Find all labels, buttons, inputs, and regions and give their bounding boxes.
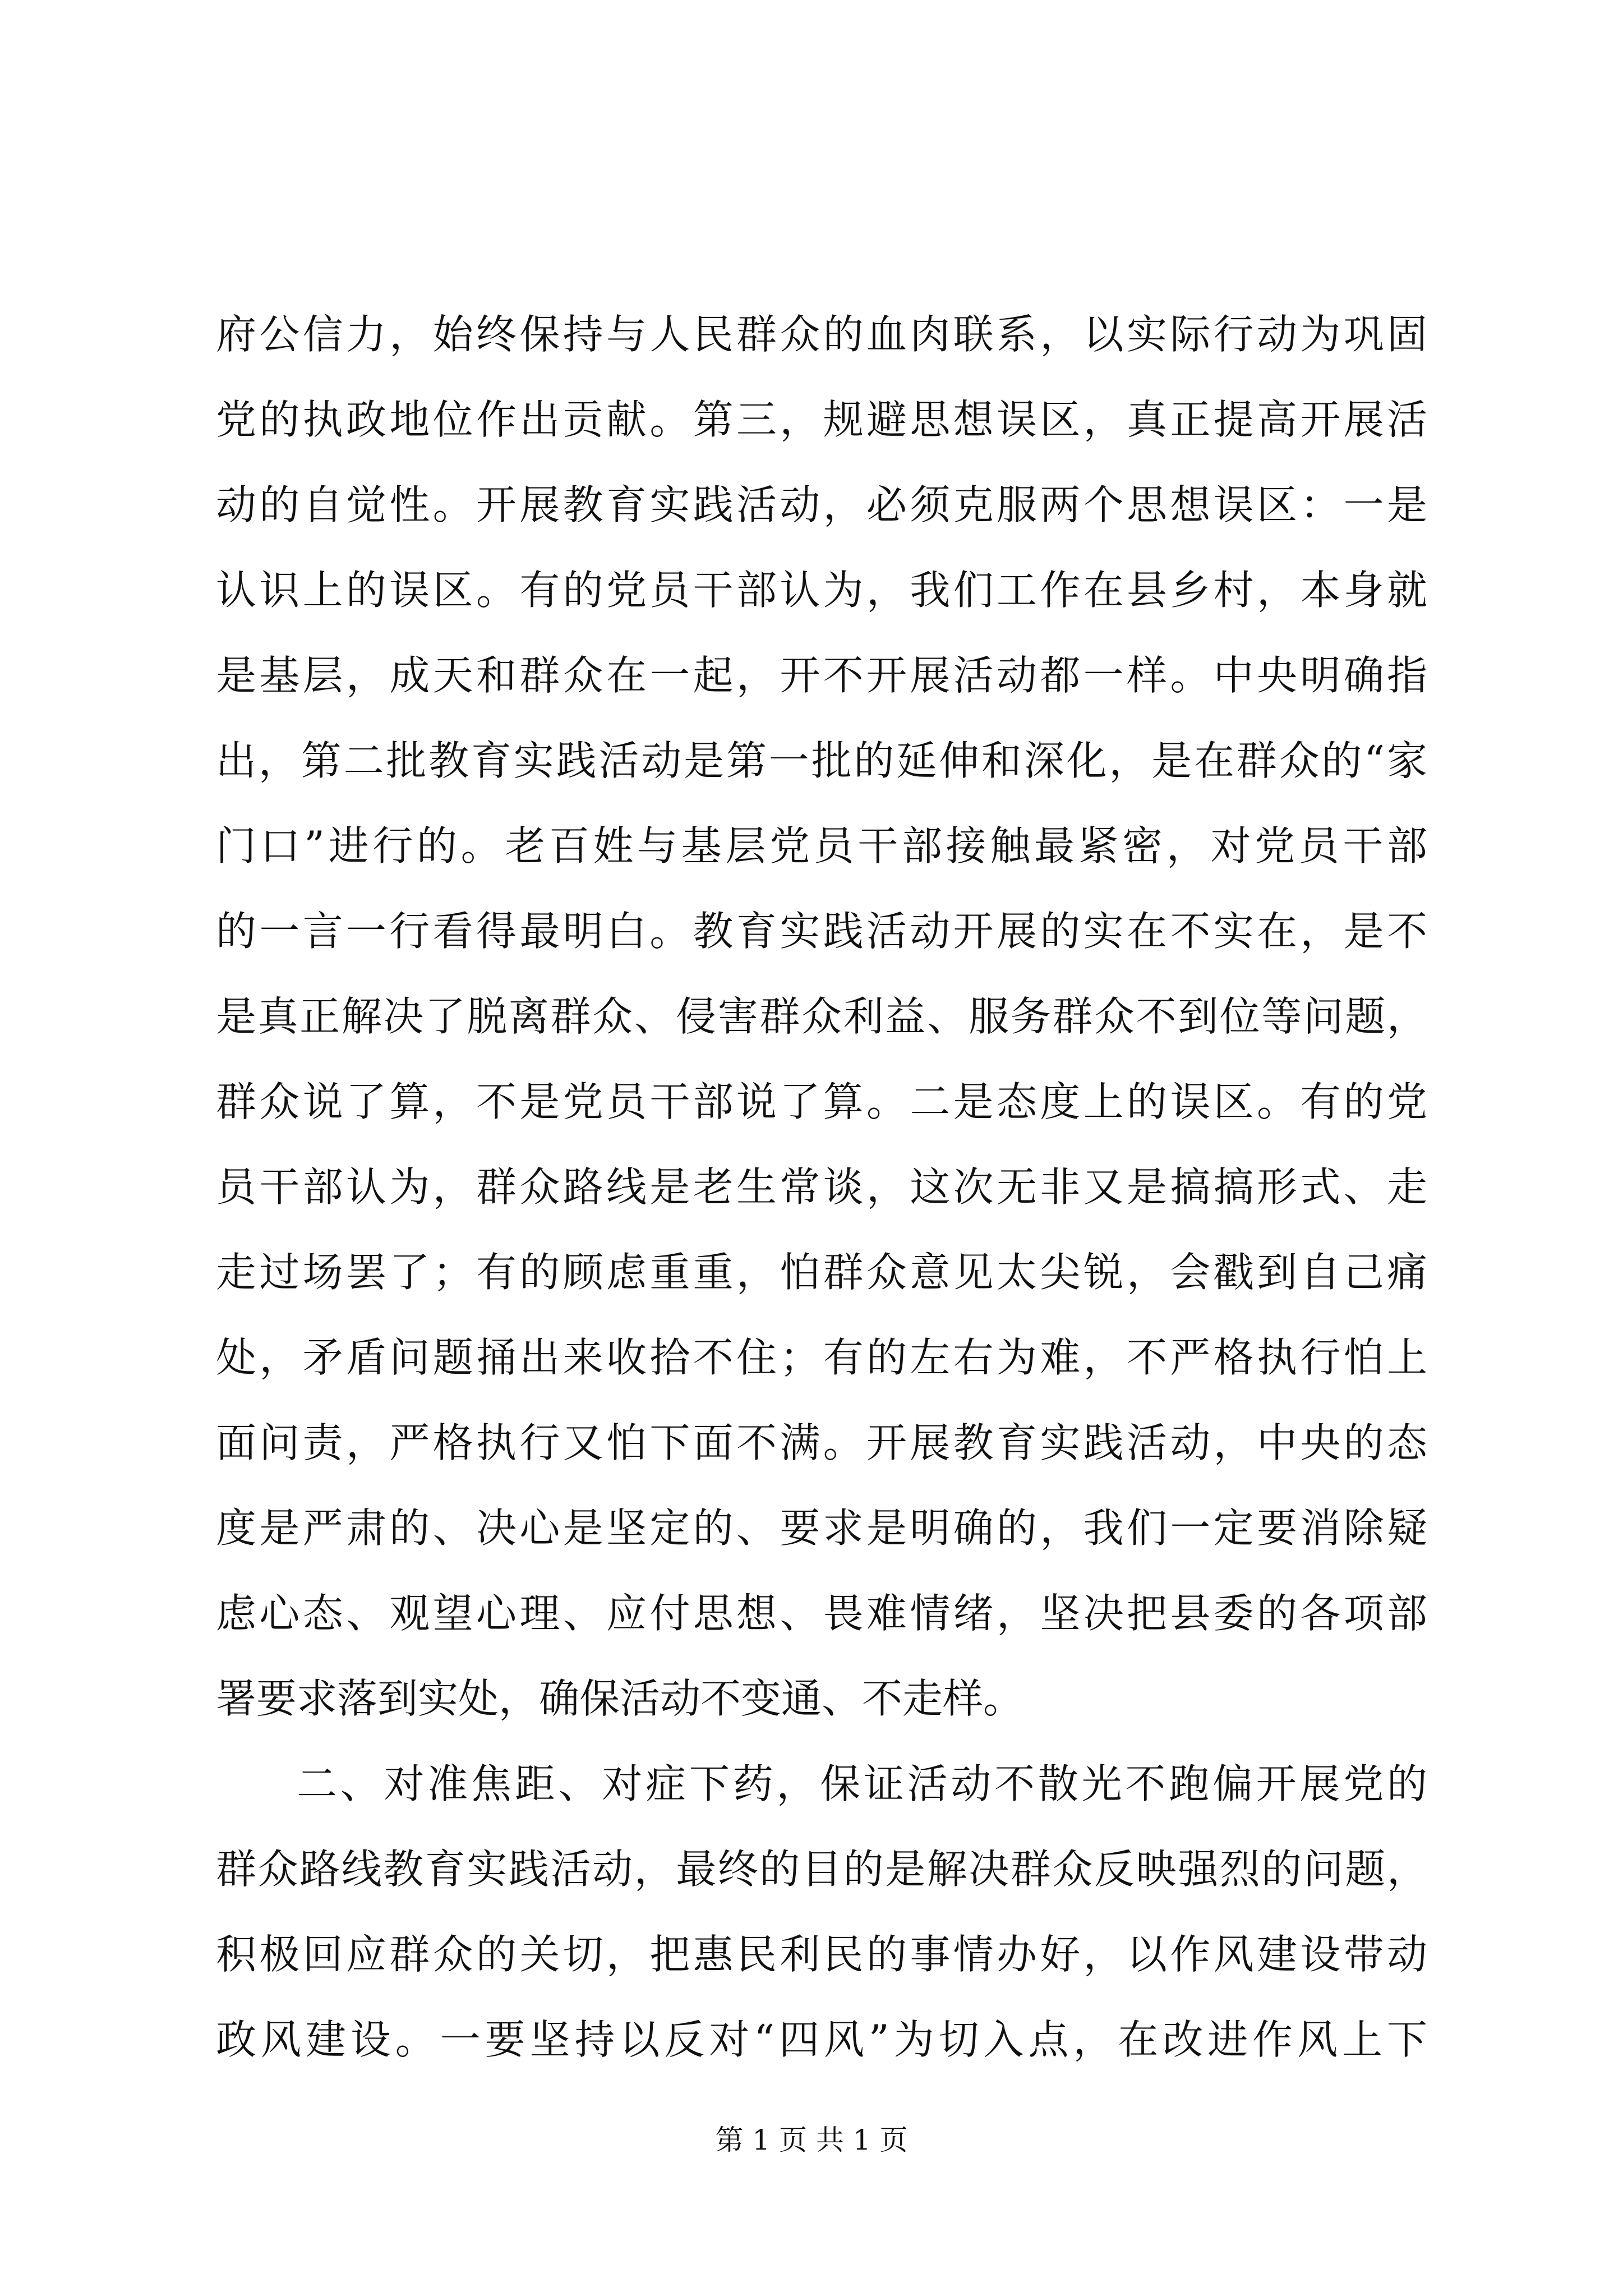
text-line: 政风建设。一要坚持以反对“四风”为切入点，在改进作风上下 bbox=[216, 2016, 1427, 2063]
text-line: 员干部认为，群众路线是老生常谈，这次无非又是搞搞形式、走 bbox=[216, 1163, 1427, 1211]
text-line: 处，矛盾问题捅出来收拾不住；有的左右为难，不严格执行怕上 bbox=[216, 1334, 1427, 1381]
text-line: 走过场罢了；有的顾虑重重，怕群众意见太尖锐，会戳到自己痛 bbox=[216, 1249, 1427, 1296]
text-line: 署要求落到实处，确保活动不变通、不走样。 bbox=[216, 1675, 1024, 1722]
page-footer: 第 1 页 共 1 页 bbox=[715, 2124, 908, 2156]
text-line: 府公信力，始终保持与人民群众的血肉联系，以实际行动为巩固 bbox=[216, 311, 1427, 358]
text-line: 党的执政地位作出贡献。第三，规避思想误区，真正提高开展活 bbox=[216, 396, 1427, 443]
text-line: 积极回应群众的关切，把惠民利民的事情办好，以作风建设带动 bbox=[216, 1931, 1427, 1978]
text-line: 度是严肃的、决心是坚定的、要求是明确的，我们一定要消除疑 bbox=[216, 1504, 1427, 1552]
text-line: 是真正解决了脱离群众、侵害群众利益、服务群众不到位等问题， bbox=[216, 993, 1427, 1040]
text-line: 门口”进行的。老百姓与基层党员干部接触最紧密，对党员干部 bbox=[216, 822, 1427, 869]
text-line: 是基层，成天和群众在一起，开不开展活动都一样。中央明确指 bbox=[216, 652, 1427, 699]
text-line: 动的自觉性。开展教育实践活动，必须克服两个思想误区：一是 bbox=[216, 481, 1427, 528]
text-line: 出，第二批教育实践活动是第一批的延伸和深化，是在群众的“家 bbox=[216, 737, 1427, 784]
text-line: 群众路线教育实践活动，最终的目的是解决群众反映强烈的问题， bbox=[216, 1846, 1427, 1893]
text-line: 面问责，严格执行又怕下面不满。开展教育实践活动，中央的态 bbox=[216, 1419, 1427, 1466]
text-line: 群众说了算，不是党员干部说了算。二是态度上的误区。有的党 bbox=[216, 1078, 1427, 1125]
text-line: 的一言一行看得最明白。教育实践活动开展的实在不实在，是不 bbox=[216, 908, 1427, 955]
body-text bbox=[216, 292, 1427, 2082]
text-line: 虑心态、观望心理、应付思想、畏难情绪，坚决把县委的各项部 bbox=[216, 1590, 1427, 1637]
section-heading-line: 二、对准焦距、对症下药，保证活动不散光不跑偏开展党的 bbox=[297, 1760, 1427, 1807]
text-line: 认识上的误区。有的党员干部认为，我们工作在县乡村，本身就 bbox=[216, 567, 1427, 614]
